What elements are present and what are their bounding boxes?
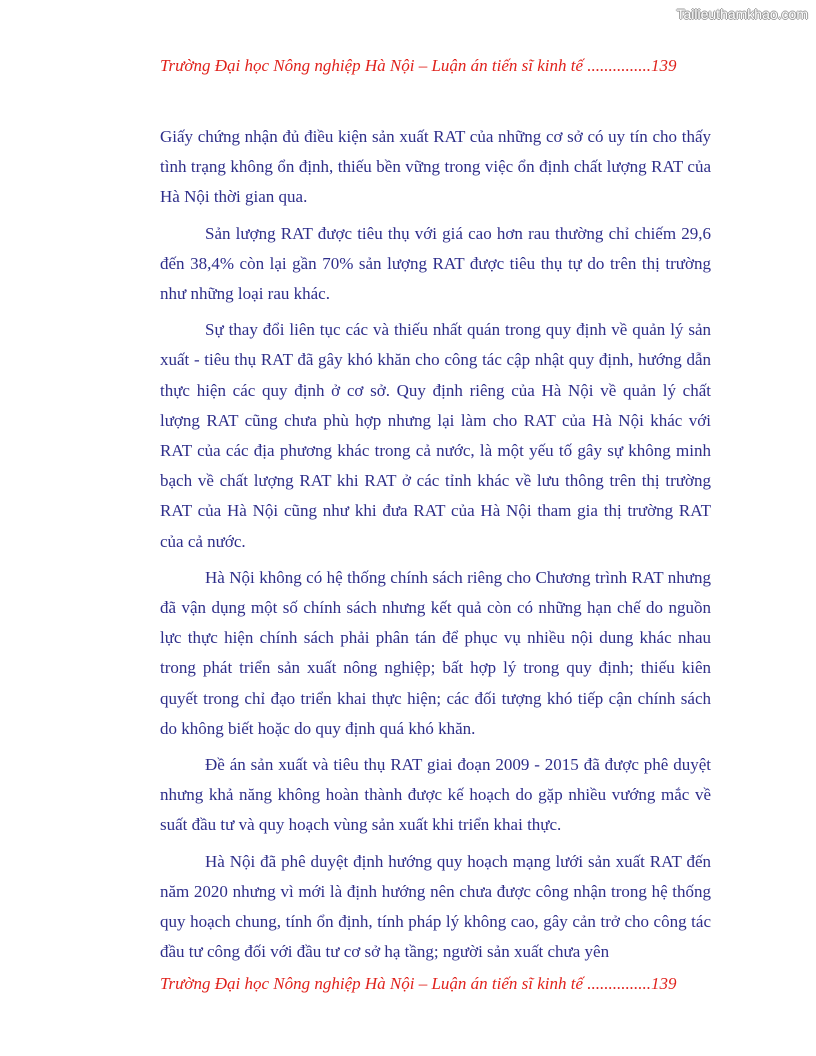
- paragraph-4: Hà Nội không có hệ thống chính sách riêng cho Chương trình RAT nhưng đã vận dụng một số chính sách nhưng kết quả còn có những hạn chế do nguồn lực thực hiện chính sách phải phân tán để phục vụ nhiều nội dung khác nhau trong phát triển sản xuất nông nghiệp; bất hợp lý trong quy định; thiếu kiên quyết trong chỉ đạo triển khai thực hiện; các đối tượng khó tiếp cận chính sách do không biết hoặc do quy định quá khó khăn.: [160, 567, 711, 738]
- paragraph-3: Sự thay đổi liên tục các và thiếu nhất quán trong quy định về quản lý sản xuất - tiêu thụ RAT đã gây khó khăn cho công tác cập nhật quy định, hướng dẫn thực hiện các quy định ở cơ sở. Quy định riêng của Hà Nội về quản lý chất lượng RAT cũng chưa phù hợp nhưng lại làm cho RAT của Hà Nội khác với RAT của các địa phương khác trong cả nước, là một yếu tố gây sự không minh bạch về chất lượng RAT khi RAT ở các tỉnh khác về lưu thông trên thị trường RAT của Hà Nội cũng như khi đưa RAT của Hà Nội tham gia thị trường RAT của cả nước.: [160, 320, 711, 551]
- page-footer: Trường Đại học Nông nghiệp Hà Nội – Luận án tiến sĩ kinh tế ...............139: [160, 974, 677, 993]
- paragraph-2: Sản lượng RAT được tiêu thụ với giá cao hơn rau thường chỉ chiếm 29,6 đến 38,4% còn lại gần 70% sản lượng RAT được tiêu thụ tự do trên thị trường như những loại rau khác.: [160, 223, 711, 304]
- paragraph-5: Đề án sản xuất và tiêu thụ RAT giai đoạn 2009 - 2015 đã được phê duyệt nhưng khả năng không hoàn thành được kế hoạch do gặp nhiều vướng mắc về suất đầu tư và quy hoạch vùng sản xuất khi triển khai thực.: [160, 755, 711, 835]
- paragraph-1: Giấy chứng nhận đủ điều kiện sản xuất RAT của những cơ sở có uy tín cho thấy tình trạng không ổn định, thiếu bền vững trong việc ổn định chất lượng RAT của Hà Nội thời gian qua.: [160, 127, 711, 207]
- page-header: Trường Đại học Nông nghiệp Hà Nội – Luận án tiến sĩ kinh tế ...............139: [160, 56, 677, 75]
- page-body: [160, 122, 711, 973]
- paragraph-6: Hà Nội đã phê duyệt định hướng quy hoạch mạng lưới sản xuất RAT đến năm 2020 nhưng vì mới là định hướng nên chưa được công nhận trong hệ thống quy hoạch chung, tính ổn định, tính pháp lý không cao, gây cản trở cho công tác đầu tư công đối với đầu tư cơ sở hạ tầng; người sản xuất chưa yên: [160, 851, 711, 962]
- watermark-text: Tailieuthamkhao.com: [676, 6, 808, 22]
